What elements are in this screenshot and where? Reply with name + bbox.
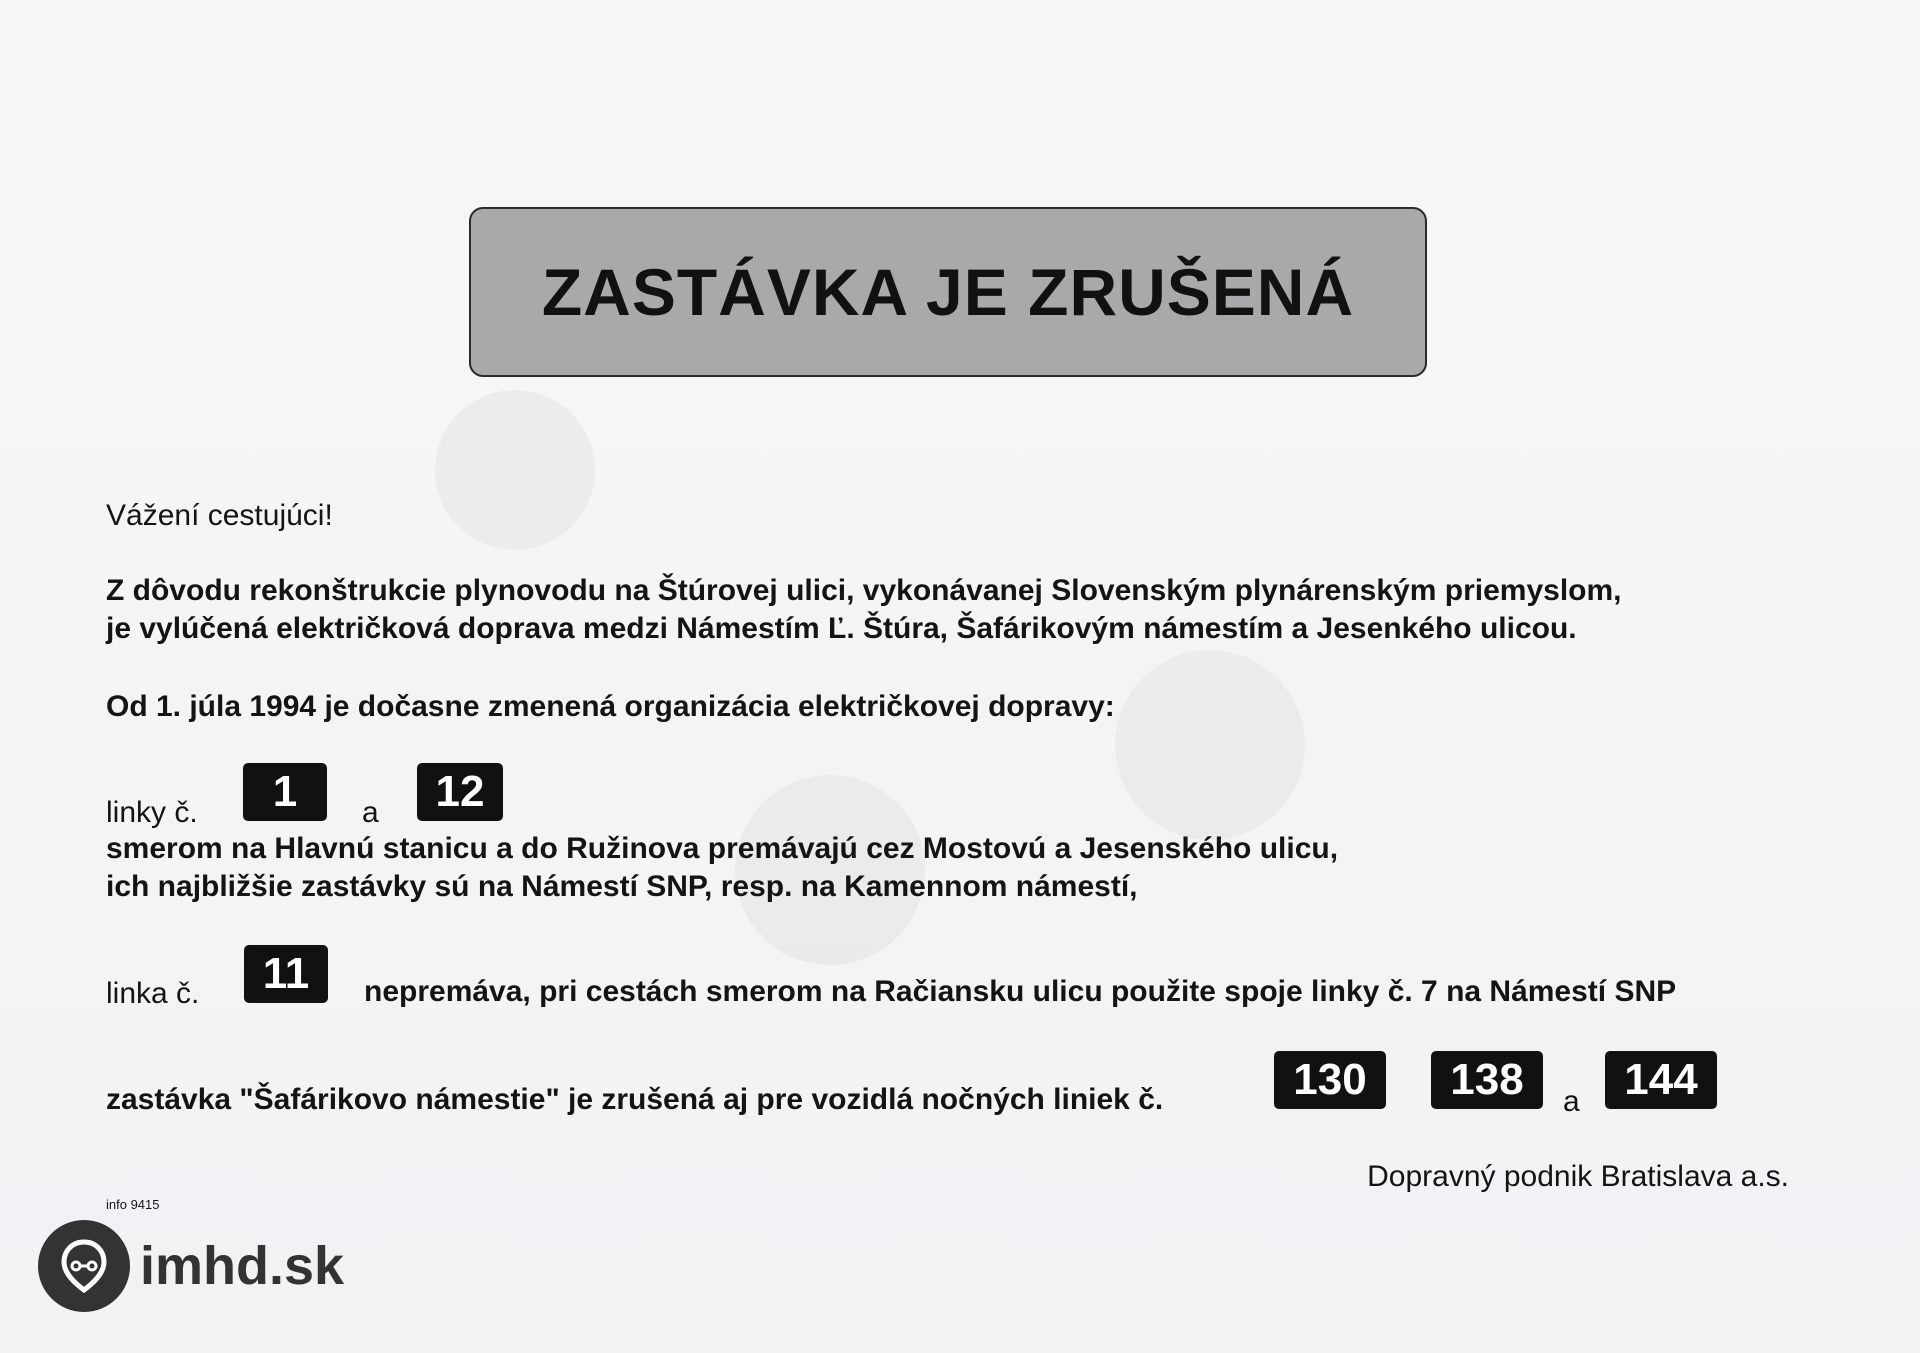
info-code: info 9415 [106, 1197, 160, 1212]
paragraph-3-line-1: smerom na Hlavnú stanicu a do Ružinova premávajú cez Mostovú a Jesenského ulicu, [106, 832, 1339, 865]
and-word: a [362, 796, 379, 829]
logo-text: imhd.sk [140, 1236, 345, 1296]
signature: Dopravný podnik Bratislava a.s. [1367, 1160, 1789, 1193]
page-title: ZASTÁVKA JE ZRUŠENÁ [541, 255, 1355, 329]
night-line-130-badge: 130 [1274, 1051, 1386, 1109]
watermark-logo [435, 390, 595, 550]
paragraph-4: nepremáva, pri cestách smerom na Račiansku ulicu použite spoje linky č. 7 na Námestí SNP [364, 975, 1677, 1008]
lines-label: linky č. [106, 796, 198, 829]
line-label: linka č. [106, 977, 200, 1010]
imhd-logo [38, 1220, 344, 1312]
night-line-144-badge: 144 [1605, 1051, 1717, 1109]
tram-line-11-badge: 11 [244, 945, 328, 1003]
greeting: Vážení cestujúci! [106, 499, 333, 532]
paragraph-1-line-2: je vylúčená električková doprava medzi Námestím Ľ. Štúra, Šafárikovým námestím a Jesenkého ulicou. [106, 612, 1577, 645]
and-word-night: a [1563, 1085, 1580, 1118]
watermark-logo [1115, 650, 1305, 840]
night-line-138-badge: 138 [1431, 1051, 1543, 1109]
paragraph-3-line-2: ich najbližšie zastávky sú na Námestí SNP, resp. na Kamennom námestí, [106, 870, 1138, 903]
tram-line-12-badge: 12 [417, 763, 503, 821]
notice-title-box [469, 207, 1427, 377]
paragraph-5: zastávka "Šafárikovo námestie" je zrušená aj pre vozidlá nočných liniek č. [106, 1083, 1164, 1116]
tram-line-1-badge: 1 [243, 763, 327, 821]
pin-icon [38, 1220, 130, 1312]
paragraph-2: Od 1. júla 1994 je dočasne zmenená organizácia električkovej dopravy: [106, 690, 1115, 723]
paragraph-1-line-1: Z dôvodu rekonštrukcie plynovodu na Štúrovej ulici, vykonávanej Slovenským plynárenským priemyslom, [106, 574, 1622, 607]
